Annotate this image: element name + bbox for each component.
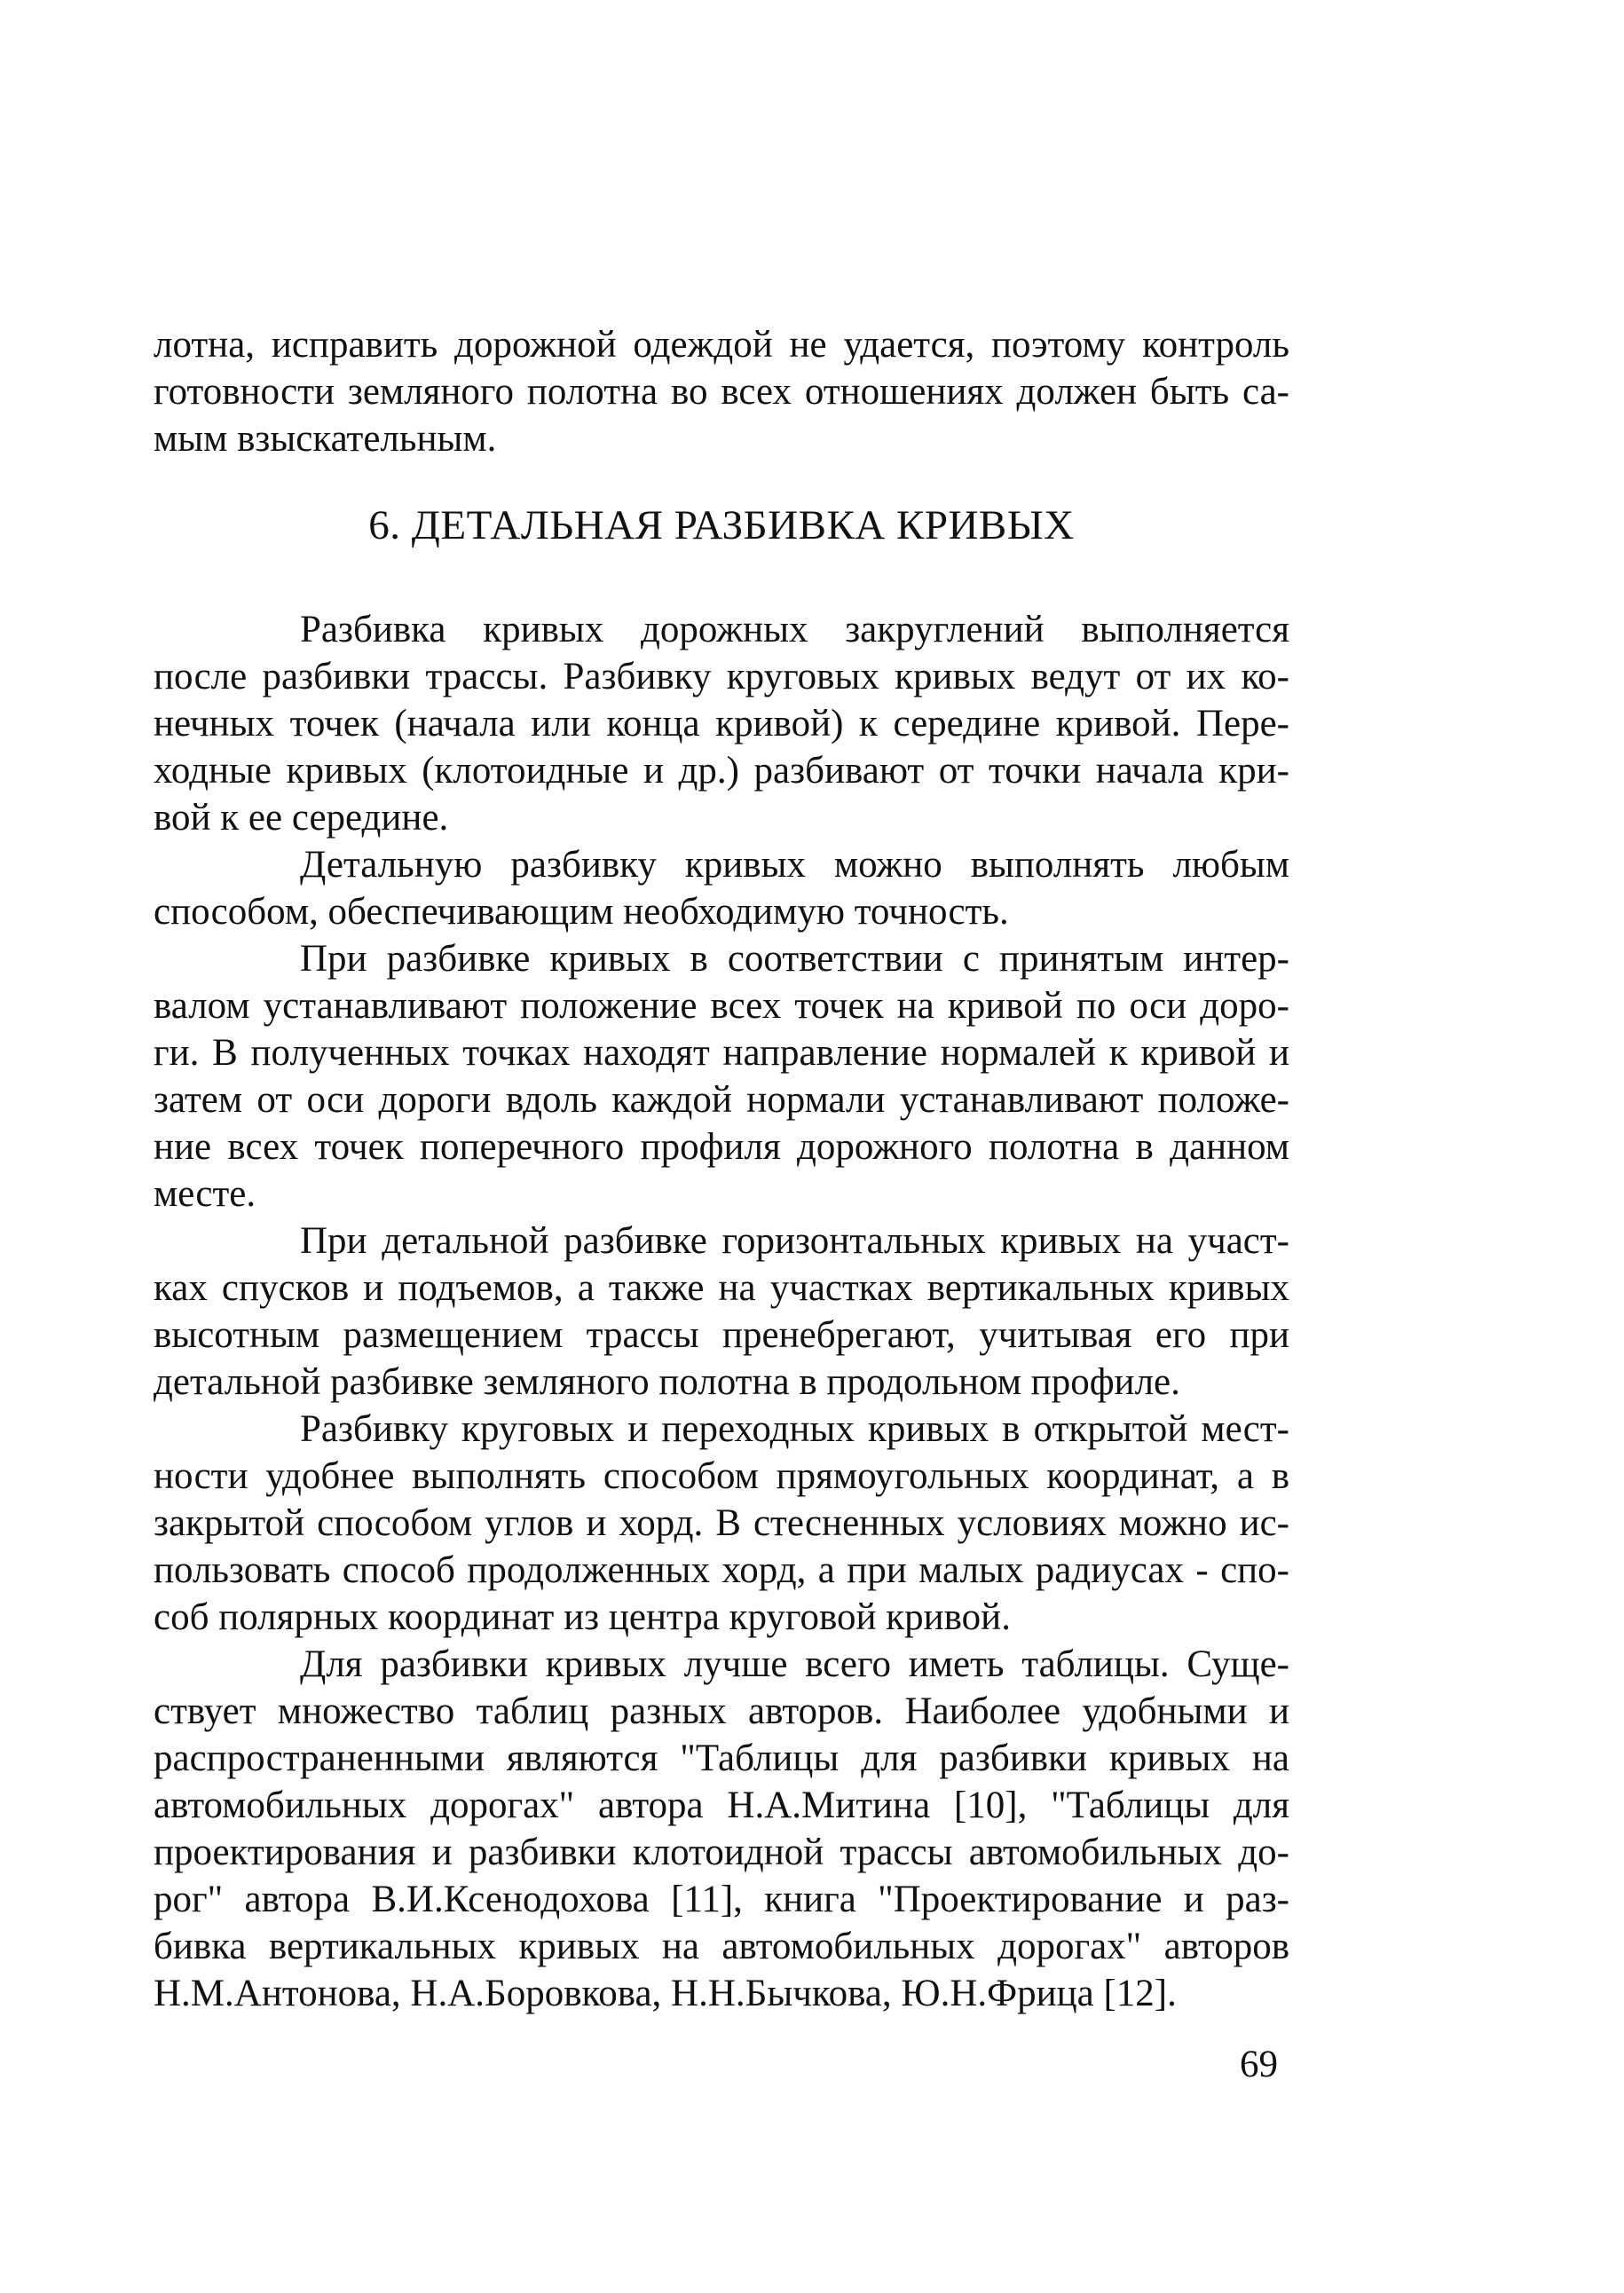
text-line: ках спусков и подъемов, а также на участках вертикальных кривых <box>154 1267 1289 1309</box>
text-line: мым взыскательным. <box>154 418 497 460</box>
text-line: валом устанавливают положение всех точек на кривой по оси доро- <box>154 985 1289 1027</box>
text-line: высотным размещением трассы пренебрегают, учитывая его при <box>154 1314 1289 1356</box>
text-line: Разбивку круговых и переходных кривых в открытой мест- <box>300 1408 1289 1450</box>
text-line: проектирования и разбивки клотоидной трассы автомобильных до- <box>154 1832 1289 1873</box>
text-line: ствует множество таблиц разных авторов. Наиболее удобными и <box>154 1690 1289 1732</box>
section-body <box>154 606 1289 2017</box>
text-line: нечных точек (начала или конца кривой) к середине кривой. Пере- <box>154 703 1289 745</box>
text-line: Н.М.Антонова, Н.А.Боровкова, Н.Н.Бычкова, Ю.Н.Фрица [12]. <box>154 1973 1177 2014</box>
text-line: Детальную разбивку кривых можно выполнять любым <box>300 844 1289 886</box>
text-line: закрытой способом углов и хорд. В стесненных условиях можно ис- <box>154 1502 1289 1544</box>
text-line: после разбивки трассы. Разбивку круговых кривых ведут от их ко- <box>154 656 1289 697</box>
text-line: детальной разбивке земляного полотна в продольном профиле. <box>154 1361 1180 1403</box>
text-line: соб полярных координат из центра круговой кривой. <box>154 1596 1011 1638</box>
text-line: рог" автора В.И.Ксенодохова [11], книга "Проектирование и раз- <box>154 1879 1289 1920</box>
text-line: затем от оси дороги вдоль каждой нормали устанавливают положе- <box>154 1079 1289 1121</box>
intro-paragraph <box>154 321 1289 462</box>
text-line: При разбивке кривых в соответствии с принятым интер- <box>300 938 1289 980</box>
page-number: 69 <box>1240 2044 1278 2085</box>
text-line: способом, обеспечивающим необходимую точность. <box>154 891 1009 933</box>
text-line: Для разбивки кривых лучше всего иметь таблицы. Суще- <box>300 1643 1289 1685</box>
text-line: При детальной разбивке горизонтальных кривых на участ- <box>300 1220 1289 1262</box>
text-line: ги. В полученных точках находят направление нормалей к кривой и <box>154 1032 1289 1074</box>
text-line: ности удобнее выполнять способом прямоугольных координат, а в <box>154 1455 1289 1497</box>
text-line: распространенными являются "Таблицы для разбивки кривых на <box>154 1737 1289 1779</box>
text-line: пользовать способ продолженных хорд, а при малых радиусах - спо- <box>154 1549 1289 1591</box>
section-heading: 6. ДЕТАЛЬНАЯ РАЗБИВКА КРИВЫХ <box>368 502 1075 548</box>
text-line: вой к ее середине. <box>154 797 449 839</box>
text-line: месте. <box>154 1173 256 1215</box>
text-line: ходные кривых (клотоидные и др.) разбивают от точки начала кри- <box>154 750 1289 792</box>
text-line: лотна, исправить дорожной одеждой не удается, поэтому контроль <box>154 324 1289 366</box>
text-line: ние всех точек поперечного профиля дорожного полотна в данном <box>154 1126 1289 1168</box>
text-line: автомобильных дорогах" автора Н.А.Митина [10], "Таблицы для <box>154 1785 1289 1826</box>
text-line: бивка вертикальных кривых на автомобильных дорогах" авторов <box>154 1926 1289 1967</box>
text-line: Разбивка кривых дорожных закруглений выполняется <box>300 609 1289 650</box>
text-line: готовности земляного полотна во всех отношениях должен быть са- <box>154 371 1289 413</box>
